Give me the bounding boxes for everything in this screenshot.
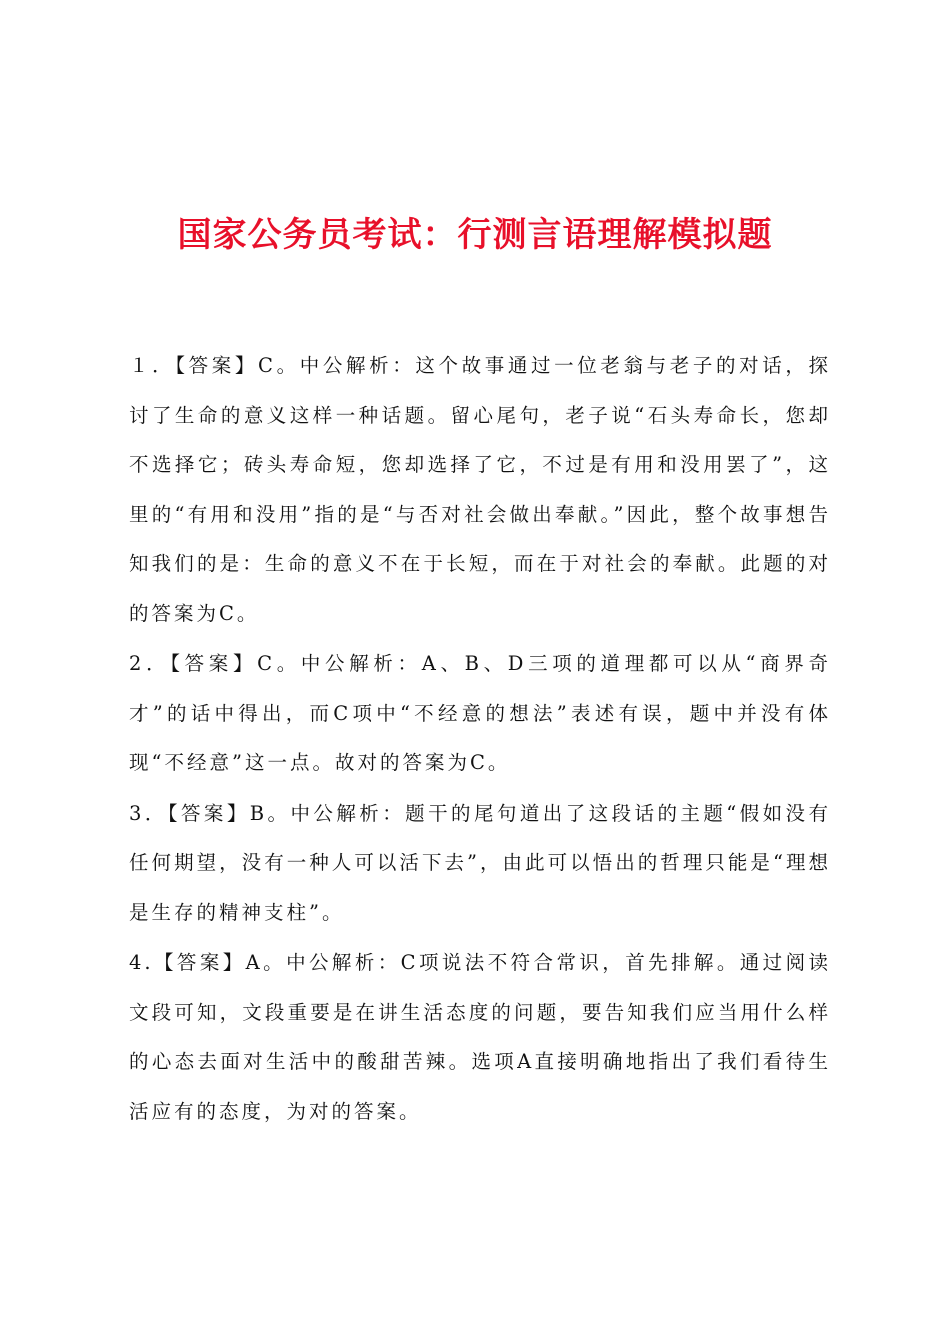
document-body xyxy=(129,341,831,1136)
answer-paragraph-2: 2．【答案】C。中公解析：A、B、D三项的道理都可以从“商界奇才”的话中得出，而C项中“不经意的想法”表述有误，题中并没有体现“不经意”这一点。故对的答案为C。 xyxy=(129,652,831,774)
answer-paragraph-3: 3．【答案】B。中公解析：题干的尾句道出了这段话的主题“假如没有任何期望，没有一种人可以活下去”，由此可以悟出的哲理只能是“理想是生存的精神支柱”。 xyxy=(129,801,831,924)
document-title: 国家公务员考试：行测言语理解模拟题 xyxy=(177,215,773,255)
answer-paragraph-4: 4.【答案】A。中公解析：C项说法不符合常识，首先排解。通过阅读文段可知，文段重要是在讲生活态度的问题，要告知我们应当用什么样的心态去面对生活中的酸甜苦辣。选项A直接明确地指出了我们看待生活应有的态度，为对的答案。 xyxy=(129,951,831,1123)
answer-paragraph-1: １．【答案】C。中公解析：这个故事通过一位老翁与老子的对话，探讨了生命的意义这样一种话题。留心尾句，老子说“石头寿命长，您却不选择它；砖头寿命短，您却选择了它，不过是有用和没用罢了”，这里的“有用和没用”指的是“与否对社会做出奉献。”因此，整个故事想告知我们的是：生命的意义不在于长短，而在于对社会的奉献。此题的对的答案为C。 xyxy=(129,354,831,625)
